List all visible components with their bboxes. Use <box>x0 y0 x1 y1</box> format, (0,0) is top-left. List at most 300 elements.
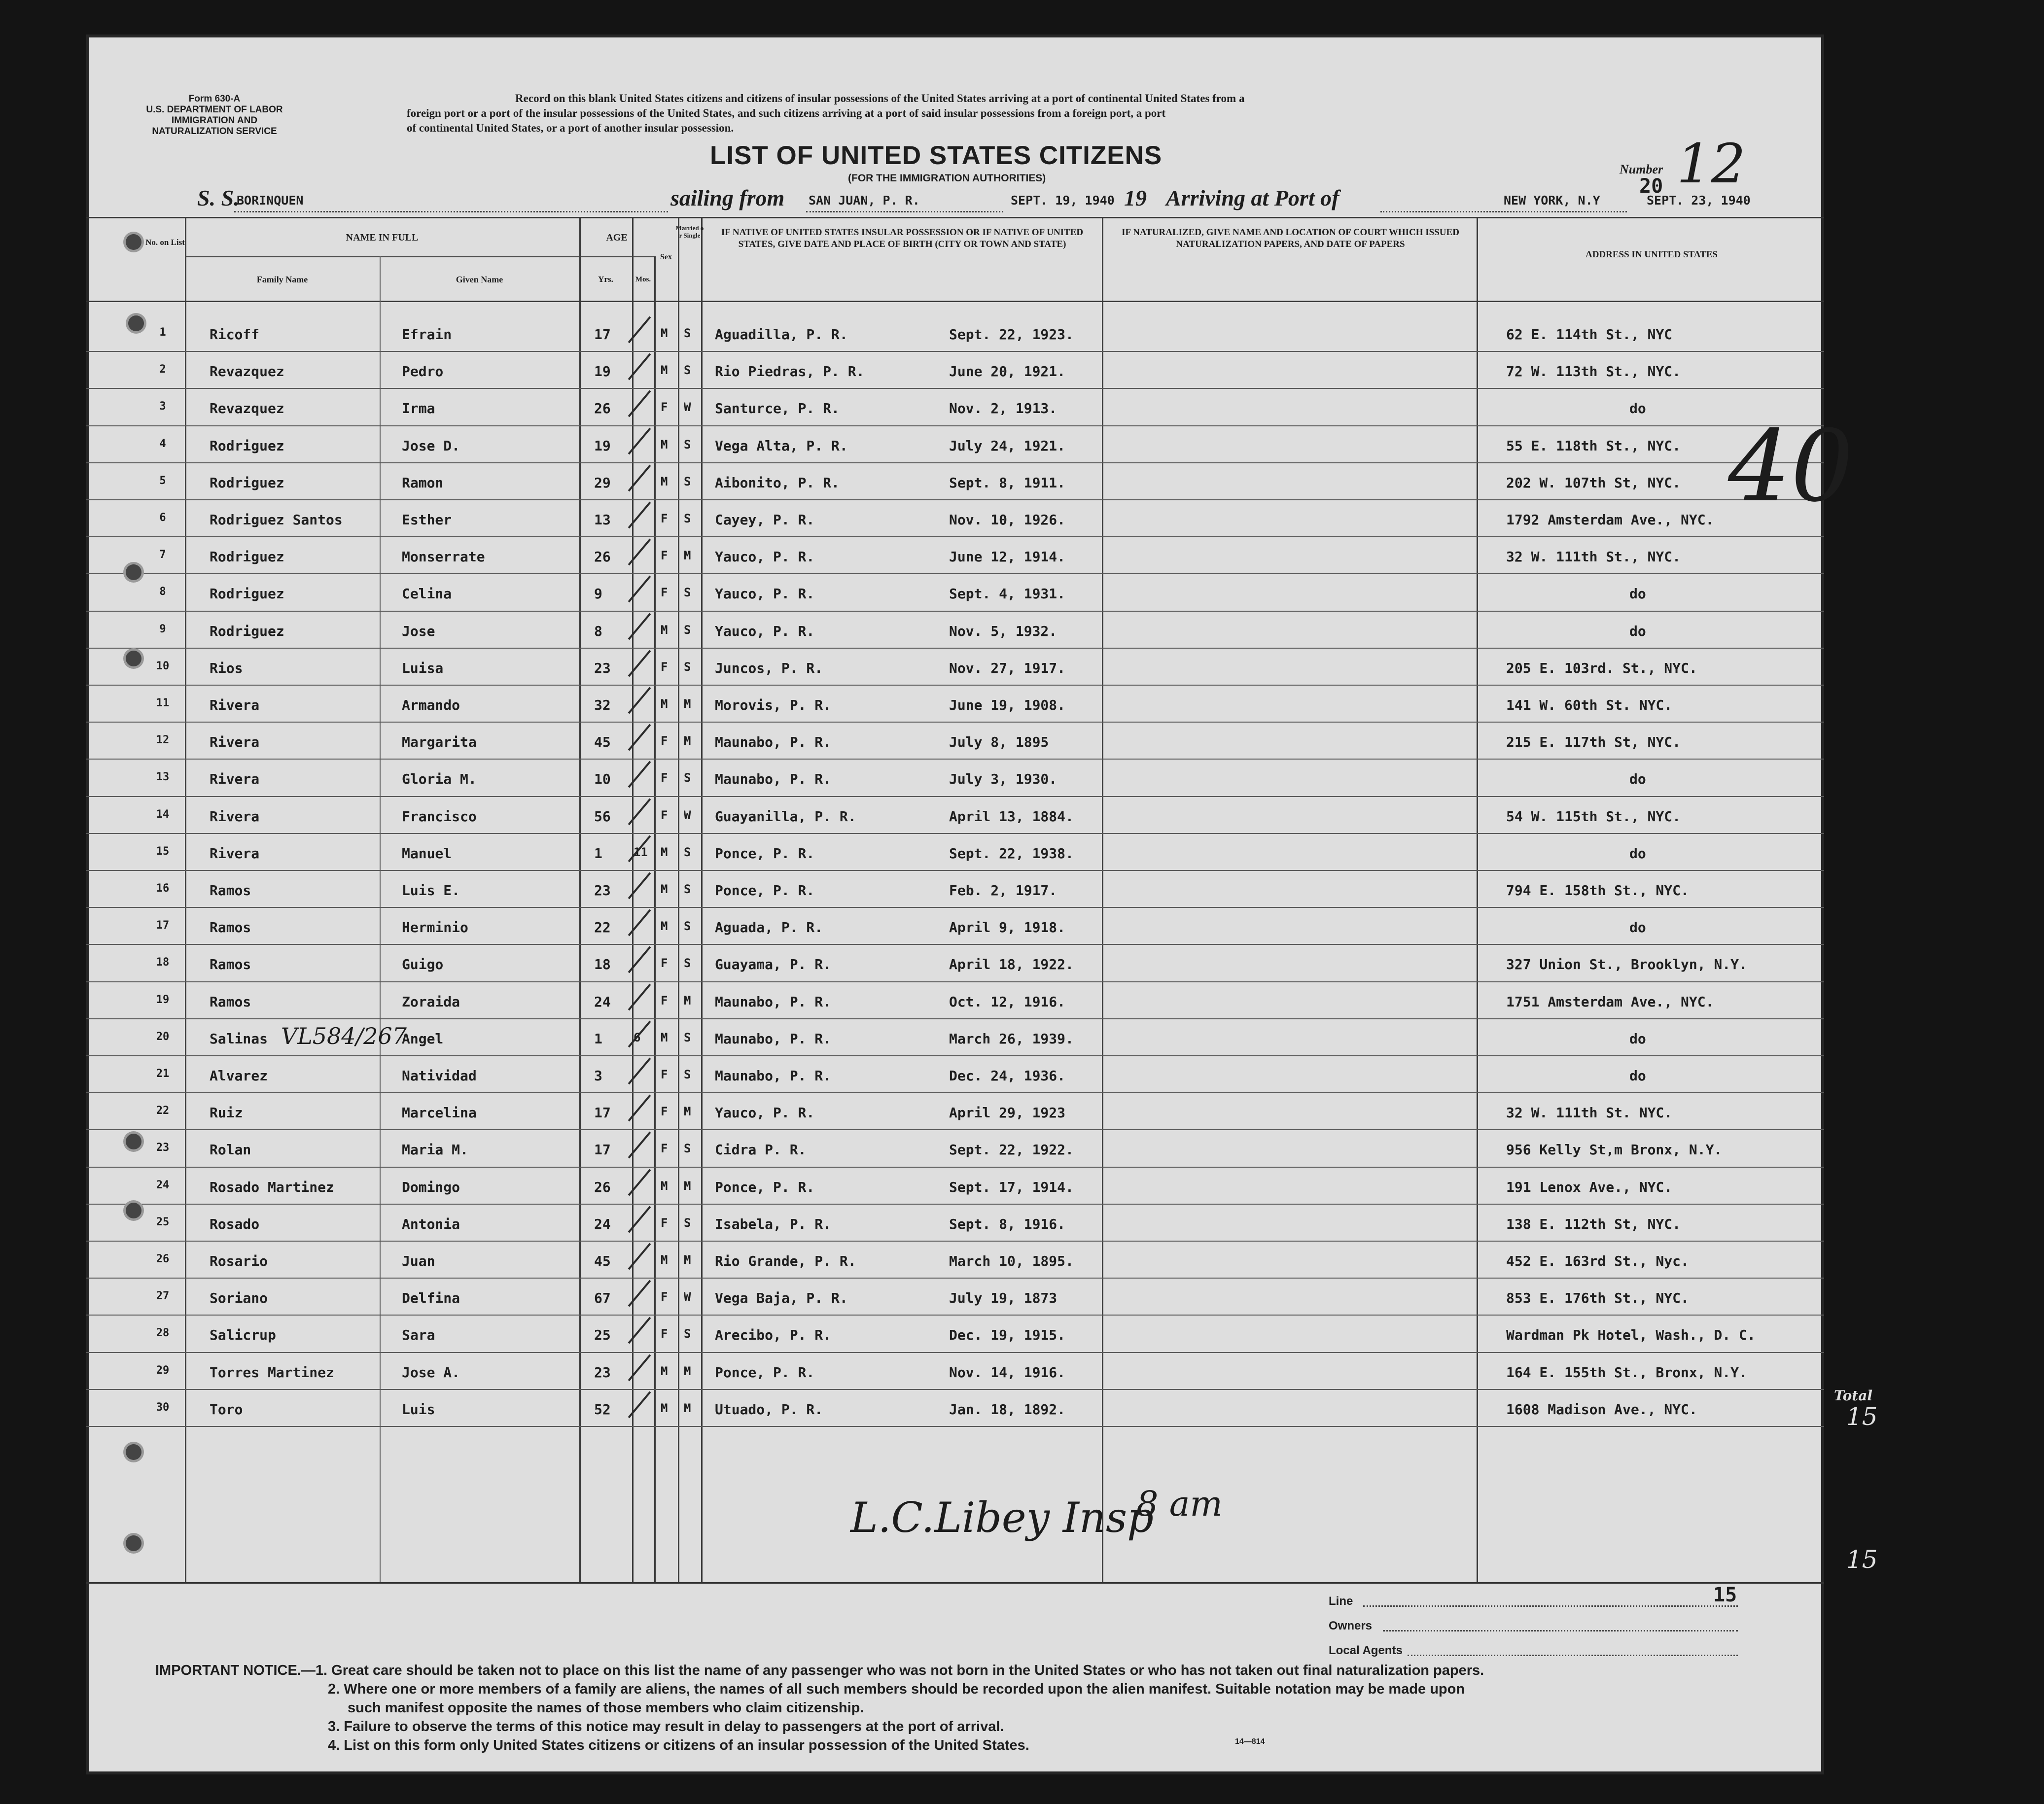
row-number: 9 <box>159 623 166 635</box>
given-name: Margarita <box>402 734 477 751</box>
age-years: 26 <box>594 400 611 417</box>
sex: F <box>661 659 668 674</box>
service-line-1: IMMIGRATION AND <box>171 115 258 126</box>
birth-date: Sept. 8, 1911. <box>949 474 1066 491</box>
ss-label: S. S. <box>197 185 240 210</box>
sex: F <box>661 549 668 563</box>
header-naturalized: IF NATURALIZED, GIVE NAME AND LOCATION OF COURT WHICH ISSUED NATURALIZATION PAPERS, AND DATE OF PAPERS <box>1122 227 1459 249</box>
age-years: 24 <box>594 1215 611 1232</box>
row-rule <box>86 722 1824 723</box>
row-number: 12 <box>156 734 170 747</box>
given-name: Guigo <box>402 956 444 973</box>
check-mark <box>628 1132 651 1159</box>
us-address: do <box>1629 845 1646 862</box>
given-name: Zoraida <box>402 993 460 1010</box>
sex: F <box>661 1327 668 1341</box>
age-years: 1 <box>594 1030 602 1047</box>
us-address: 62 E. 114th St., NYC <box>1506 326 1673 343</box>
check-mark <box>628 1280 651 1307</box>
row-number: 5 <box>159 474 166 487</box>
birth-date: July 8, 1895 <box>949 734 1049 751</box>
age-years: 26 <box>594 1179 611 1195</box>
sex: F <box>661 808 668 822</box>
age-months: 6 <box>634 1030 641 1044</box>
top-notice-line-3: of continental United States, or a port of another insular possession. <box>407 122 734 134</box>
sex: M <box>661 363 668 378</box>
table-row <box>86 612 1824 649</box>
marital-status: S <box>684 474 691 488</box>
us-address: 205 E. 103rd. St., NYC. <box>1506 659 1697 676</box>
marital-status: S <box>684 1030 691 1044</box>
sex: M <box>661 437 668 451</box>
given-name: Luis E. <box>402 882 460 899</box>
punch-hole <box>126 1444 141 1460</box>
punch-hole <box>126 1203 141 1218</box>
department: U.S. DEPARTMENT OF LABOR <box>146 104 283 115</box>
marital-status: S <box>684 882 691 896</box>
family-name: Rivera <box>210 845 260 862</box>
margin-number: 40 <box>1728 409 1854 524</box>
table-row <box>86 798 1824 834</box>
table-row <box>86 1242 1824 1279</box>
check-mark <box>628 1058 651 1085</box>
owners-label: Owners <box>1329 1619 1373 1632</box>
age-years: 17 <box>594 1105 611 1121</box>
birth-place: Isabela, P. R. <box>715 1215 832 1232</box>
birth-date: April 29, 1923 <box>949 1105 1066 1121</box>
check-mark <box>628 427 651 454</box>
birth-date: Oct. 12, 1916. <box>949 993 1066 1010</box>
sex: F <box>661 1290 668 1304</box>
birth-date: Dec. 19, 1915. <box>949 1327 1066 1344</box>
line-label: Line <box>1329 1595 1353 1608</box>
row-rule <box>86 611 1824 612</box>
table-row <box>86 575 1824 612</box>
given-name: Armando <box>402 697 460 713</box>
family-name: Rivera <box>210 734 260 751</box>
row-number: 10 <box>156 659 170 672</box>
check-mark <box>628 576 651 603</box>
table-row <box>86 686 1824 723</box>
family-name: Rodriguez <box>210 586 284 602</box>
row-rule <box>86 796 1824 797</box>
table-row <box>86 501 1824 538</box>
marital-status: M <box>684 993 691 1007</box>
row-number: 16 <box>156 882 170 895</box>
birth-place: Yauco, P. R. <box>715 1105 815 1121</box>
birth-place: Guayama, P. R. <box>715 956 832 973</box>
birth-date: Dec. 24, 1936. <box>949 1068 1066 1084</box>
marital-status: S <box>684 919 691 934</box>
table-row <box>86 315 1824 352</box>
row-rule <box>86 425 1824 426</box>
age-years: 52 <box>594 1401 611 1418</box>
punch-hole <box>126 1134 141 1149</box>
from-line <box>806 211 1003 212</box>
check-mark <box>628 1391 651 1418</box>
header-married: Married or Single <box>675 224 704 239</box>
voyage-line <box>197 182 1824 217</box>
marital-status: M <box>684 697 691 711</box>
handwritten-annotation: VL584/267 <box>281 1023 407 1049</box>
us-address: 956 Kelly St,m Bronx, N.Y. <box>1506 1142 1723 1158</box>
row-rule <box>86 1167 1824 1168</box>
marital-status: W <box>684 1290 691 1304</box>
row-number: 8 <box>159 586 166 598</box>
birth-place: Ponce, P. R. <box>715 1364 815 1381</box>
birth-place: Ponce, P. R. <box>715 845 815 862</box>
birth-date: June 12, 1914. <box>949 549 1066 565</box>
birth-place: Rio Piedras, P. R. <box>715 363 865 380</box>
marital-status: M <box>684 734 691 748</box>
row-number: 14 <box>156 808 170 821</box>
us-address: Wardman Pk Hotel, Wash., D. C. <box>1506 1327 1756 1344</box>
header-address: ADDRESS IN UNITED STATES <box>1585 249 1718 260</box>
marital-status: S <box>684 623 691 637</box>
ship-name: BORINQUEN <box>237 193 304 208</box>
given-name: Luis <box>402 1401 435 1418</box>
age-years: 32 <box>594 697 611 713</box>
sex: F <box>661 586 668 600</box>
us-address: 164 E. 155th St., Bronx, N.Y. <box>1506 1364 1747 1381</box>
age-years: 29 <box>594 474 611 491</box>
birth-place: Ponce, P. R. <box>715 882 815 899</box>
given-name: Francisco <box>402 808 477 825</box>
marital-status: S <box>684 586 691 600</box>
birth-place: Maunabo, P. R. <box>715 993 832 1010</box>
birth-place: Vega Baja, P. R. <box>715 1290 848 1307</box>
birth-place: Morovis, P. R. <box>715 697 832 713</box>
family-name: Revazquez <box>210 363 284 380</box>
age-years: 17 <box>594 1142 611 1158</box>
row-number: 28 <box>156 1327 170 1340</box>
marital-status: M <box>684 549 691 563</box>
row-rule <box>86 648 1824 649</box>
row-rule <box>86 981 1824 982</box>
row-number: 20 <box>156 1030 170 1043</box>
total-value-1: 15 <box>1846 1402 1878 1431</box>
important-notice <box>155 1661 1802 1755</box>
age-years: 25 <box>594 1327 611 1344</box>
table-row <box>86 908 1824 945</box>
table-row <box>86 1353 1824 1390</box>
given-name: Luisa <box>402 659 444 676</box>
birth-place: Vega Alta, P. R. <box>715 437 848 454</box>
family-name: Ricoff <box>210 326 260 343</box>
us-address: do <box>1629 623 1646 639</box>
birth-place: Aguadilla, P. R. <box>715 326 848 343</box>
sex: M <box>661 882 668 896</box>
check-mark <box>628 983 651 1010</box>
family-name: Rosario <box>210 1253 268 1269</box>
birth-date: Jan. 18, 1892. <box>949 1401 1066 1418</box>
family-name: Ramos <box>210 956 251 973</box>
birth-place: Maunabo, P. R. <box>715 1030 832 1047</box>
row-rule <box>86 388 1824 389</box>
marital-status: S <box>684 512 691 525</box>
page-title: LIST OF UNITED STATES CITIZENS <box>710 141 1163 170</box>
row-number: 23 <box>156 1142 170 1154</box>
us-address: 138 E. 112th St, NYC. <box>1506 1215 1681 1232</box>
ship-line <box>234 211 668 212</box>
birth-place: Santurce, P. R. <box>715 400 840 417</box>
form-number: Form 630-A <box>188 94 241 104</box>
birth-date: Feb. 2, 1917. <box>949 882 1057 899</box>
sex: M <box>661 1253 668 1267</box>
family-name: Rodriguez <box>210 437 284 454</box>
table-row <box>86 427 1824 464</box>
family-name: Ramos <box>210 993 251 1010</box>
notice-item-1: 1. Great care should be taken not to place on this list the name of any passenger who was not born in the United States or who has not taken out final naturalization papers. <box>315 1663 1484 1678</box>
us-address: 202 W. 107th St, NYC. <box>1506 474 1681 491</box>
row-rule <box>86 573 1824 574</box>
family-name: Revazquez <box>210 400 284 417</box>
given-name: Delfina <box>402 1290 460 1307</box>
family-name: Ramos <box>210 882 251 899</box>
notice-item-2a: 2. Where one or more members of a family are aliens, the names of all such members should be recorded upon the alien manifest. Suitable notation may be made upon <box>328 1681 1465 1697</box>
family-name: Ramos <box>210 919 251 936</box>
row-rule <box>86 1389 1824 1390</box>
table-row <box>86 760 1824 797</box>
print-code: 14—814 <box>1235 1737 1265 1746</box>
punch-hole <box>126 651 141 666</box>
age-years: 67 <box>594 1290 611 1307</box>
row-rule <box>86 833 1824 834</box>
row-number: 29 <box>156 1364 170 1377</box>
sex: F <box>661 1142 668 1156</box>
check-mark <box>628 539 651 566</box>
row-number: 2 <box>159 363 166 376</box>
local-agents-label: Local Agents <box>1329 1644 1403 1657</box>
row-number: 11 <box>156 697 170 709</box>
check-mark <box>628 724 651 751</box>
row-rule <box>86 907 1824 908</box>
given-name: Esther <box>402 512 452 528</box>
sex: M <box>661 623 668 637</box>
family-name: Rodriguez <box>210 623 284 639</box>
marital-status: S <box>684 845 691 859</box>
row-rule <box>86 536 1824 537</box>
row-number: 22 <box>156 1105 170 1117</box>
check-mark <box>628 1095 651 1122</box>
row-rule <box>86 1092 1824 1093</box>
birth-place: Cidra P. R. <box>715 1142 807 1158</box>
birth-place: Ponce, P. R. <box>715 1179 815 1195</box>
given-name: Irma <box>402 400 435 417</box>
table-row <box>86 1390 1824 1427</box>
us-address: 215 E. 117th St, NYC. <box>1506 734 1681 751</box>
number-value: 12 <box>1676 132 1746 195</box>
top-notice <box>407 91 1629 136</box>
row-number: 15 <box>156 845 170 858</box>
age-years: 45 <box>594 1253 611 1269</box>
birth-place: Yauco, P. R. <box>715 586 815 602</box>
family-name: Rosado Martinez <box>210 1179 334 1195</box>
marital-status: W <box>684 808 691 822</box>
row-rule <box>86 351 1824 352</box>
table-row <box>86 389 1824 426</box>
row-number: 3 <box>159 400 166 413</box>
number-label: Number <box>1620 162 1663 176</box>
notice-item-2b: such manifest opposite the names of those members who claim citizenship. <box>348 1700 864 1716</box>
marital-status: S <box>684 771 691 785</box>
inspector-signature: L.C.Libey Insp <box>850 1493 1154 1542</box>
given-name: Angel <box>402 1030 444 1047</box>
us-address: 1751 Amsterdam Ave., NYC. <box>1506 993 1714 1010</box>
birth-date: Nov. 2, 1913. <box>949 400 1057 417</box>
birth-place: Cayey, P. R. <box>715 512 815 528</box>
age-years: 1 <box>594 845 602 862</box>
header-no-on-list: No. on List <box>145 238 185 247</box>
table-row <box>86 1131 1824 1168</box>
check-mark <box>628 1243 651 1270</box>
row-number: 26 <box>156 1253 170 1265</box>
row-rule <box>86 1426 1824 1427</box>
family-name: Rivera <box>210 771 260 788</box>
birth-date: July 3, 1930. <box>949 771 1057 788</box>
table-row <box>86 983 1824 1020</box>
birth-date: April 18, 1922. <box>949 956 1074 973</box>
row-number: 13 <box>156 771 170 784</box>
sex: M <box>661 326 668 340</box>
birth-date: April 9, 1918. <box>949 919 1066 936</box>
us-address: do <box>1629 1030 1646 1047</box>
family-name: Toro <box>210 1401 243 1418</box>
sex: M <box>661 919 668 934</box>
age-years: 24 <box>594 993 611 1010</box>
arrival-date: SEPT. 23, 1940 <box>1647 193 1751 208</box>
row-number: 7 <box>159 549 166 561</box>
row-rule <box>86 944 1824 945</box>
birth-place: Maunabo, P. R. <box>715 771 832 788</box>
header-family-name: Family Name <box>256 275 308 284</box>
birth-place: Maunabo, P. R. <box>715 734 832 751</box>
birth-date: Sept. 22, 1922. <box>949 1142 1074 1158</box>
sheet-number: 20 <box>1639 175 1663 198</box>
year-suffix: 19 <box>1124 185 1147 210</box>
age-years: 19 <box>594 437 611 454</box>
row-rule <box>86 1129 1824 1130</box>
check-mark <box>628 909 651 937</box>
given-name: Ramon <box>402 474 444 491</box>
birth-place: Juncos, P. R. <box>715 659 823 676</box>
check-mark <box>628 613 651 640</box>
total-value-2: 15 <box>1846 1545 1878 1574</box>
row-rule <box>86 1352 1824 1353</box>
age-years: 45 <box>594 734 611 751</box>
birth-date: Sept. 17, 1914. <box>949 1179 1074 1195</box>
age-years: 22 <box>594 919 611 936</box>
row-rule <box>86 1204 1824 1205</box>
row-number: 18 <box>156 956 170 969</box>
check-mark <box>628 872 651 900</box>
row-number: 25 <box>156 1215 170 1228</box>
check-mark <box>628 798 651 825</box>
check-mark <box>628 1169 651 1196</box>
birth-date: July 24, 1921. <box>949 437 1066 454</box>
row-rule <box>86 1055 1824 1056</box>
sex: F <box>661 1105 668 1119</box>
form-block <box>141 94 288 137</box>
row-rule <box>86 1315 1824 1316</box>
notice-heading: IMPORTANT NOTICE.— <box>155 1663 316 1678</box>
given-name: Juan <box>402 1253 435 1269</box>
top-notice-line-1: Record on this blank United States citizens and citizens of insular possessions of the United States arriving at a port of continental United States from a <box>515 92 1245 104</box>
row-rule <box>86 1241 1824 1242</box>
family-name: Rosado <box>210 1215 260 1232</box>
marital-status: S <box>684 956 691 971</box>
us-address: 54 W. 115th St., NYC. <box>1506 808 1681 825</box>
family-name: Rodriguez <box>210 549 284 565</box>
marital-status: S <box>684 1215 691 1230</box>
check-mark <box>628 502 651 529</box>
given-name: Gloria M. <box>402 771 477 788</box>
table-row <box>86 352 1824 389</box>
birth-place: Guayanilla, P. R. <box>715 808 856 825</box>
sex: M <box>661 1030 668 1044</box>
age-years: 10 <box>594 771 611 788</box>
marital-status: S <box>684 659 691 674</box>
sex: F <box>661 512 668 525</box>
check-mark <box>628 1317 651 1344</box>
family-name: Ruiz <box>210 1105 243 1121</box>
us-address: 141 W. 60th St. NYC. <box>1506 697 1673 713</box>
sex: M <box>661 1179 668 1193</box>
age-years: 26 <box>594 549 611 565</box>
row-rule <box>86 499 1824 500</box>
birth-date: June 20, 1921. <box>949 363 1066 380</box>
header-sex: Sex <box>660 253 672 261</box>
row-rule <box>86 1278 1824 1279</box>
age-years: 13 <box>594 512 611 528</box>
row-number: 24 <box>156 1179 170 1191</box>
us-address: do <box>1629 400 1646 417</box>
birth-date: Sept. 8, 1916. <box>949 1215 1066 1232</box>
header-birth: IF NATIVE OF UNITED STATES INSULAR POSSESSION OR IF NATIVE OF UNITED STATES, GIVE DATE AND PLACE OF BIRTH (CITY OR TOWN AND STATE) <box>721 227 1084 249</box>
sex: F <box>661 993 668 1007</box>
check-mark <box>628 316 651 344</box>
age-years: 19 <box>594 363 611 380</box>
birth-date: Sept. 22, 1923. <box>949 326 1074 343</box>
marital-status: M <box>684 1401 691 1415</box>
birth-place: Utuado, P. R. <box>715 1401 823 1418</box>
sex: F <box>661 734 668 748</box>
us-address: 853 E. 176th St., NYC. <box>1506 1290 1689 1307</box>
given-name: Domingo <box>402 1179 460 1195</box>
age-years: 9 <box>594 586 602 602</box>
given-name: Jose A. <box>402 1364 460 1381</box>
punch-hole <box>126 234 141 250</box>
sex: M <box>661 474 668 488</box>
given-name: Sara <box>402 1327 435 1344</box>
manifest-sheet <box>86 35 1878 1774</box>
arrival-line <box>1380 211 1627 212</box>
us-address: do <box>1629 586 1646 602</box>
total-label: Total <box>1834 1388 1873 1404</box>
punch-hole <box>128 315 144 331</box>
check-mark <box>628 390 651 417</box>
birth-place: Aibonito, P. R. <box>715 474 840 491</box>
sex: M <box>661 697 668 711</box>
table-row <box>86 1057 1824 1094</box>
service-line-2: NATURALIZATION SERVICE <box>152 126 277 137</box>
line-value: 15 <box>1713 1584 1737 1606</box>
birth-date: Nov. 14, 1916. <box>949 1364 1066 1381</box>
table-row <box>86 464 1824 501</box>
table-row <box>86 538 1824 575</box>
us-address: 794 E. 158th St., NYC. <box>1506 882 1689 899</box>
marital-status: S <box>684 437 691 451</box>
